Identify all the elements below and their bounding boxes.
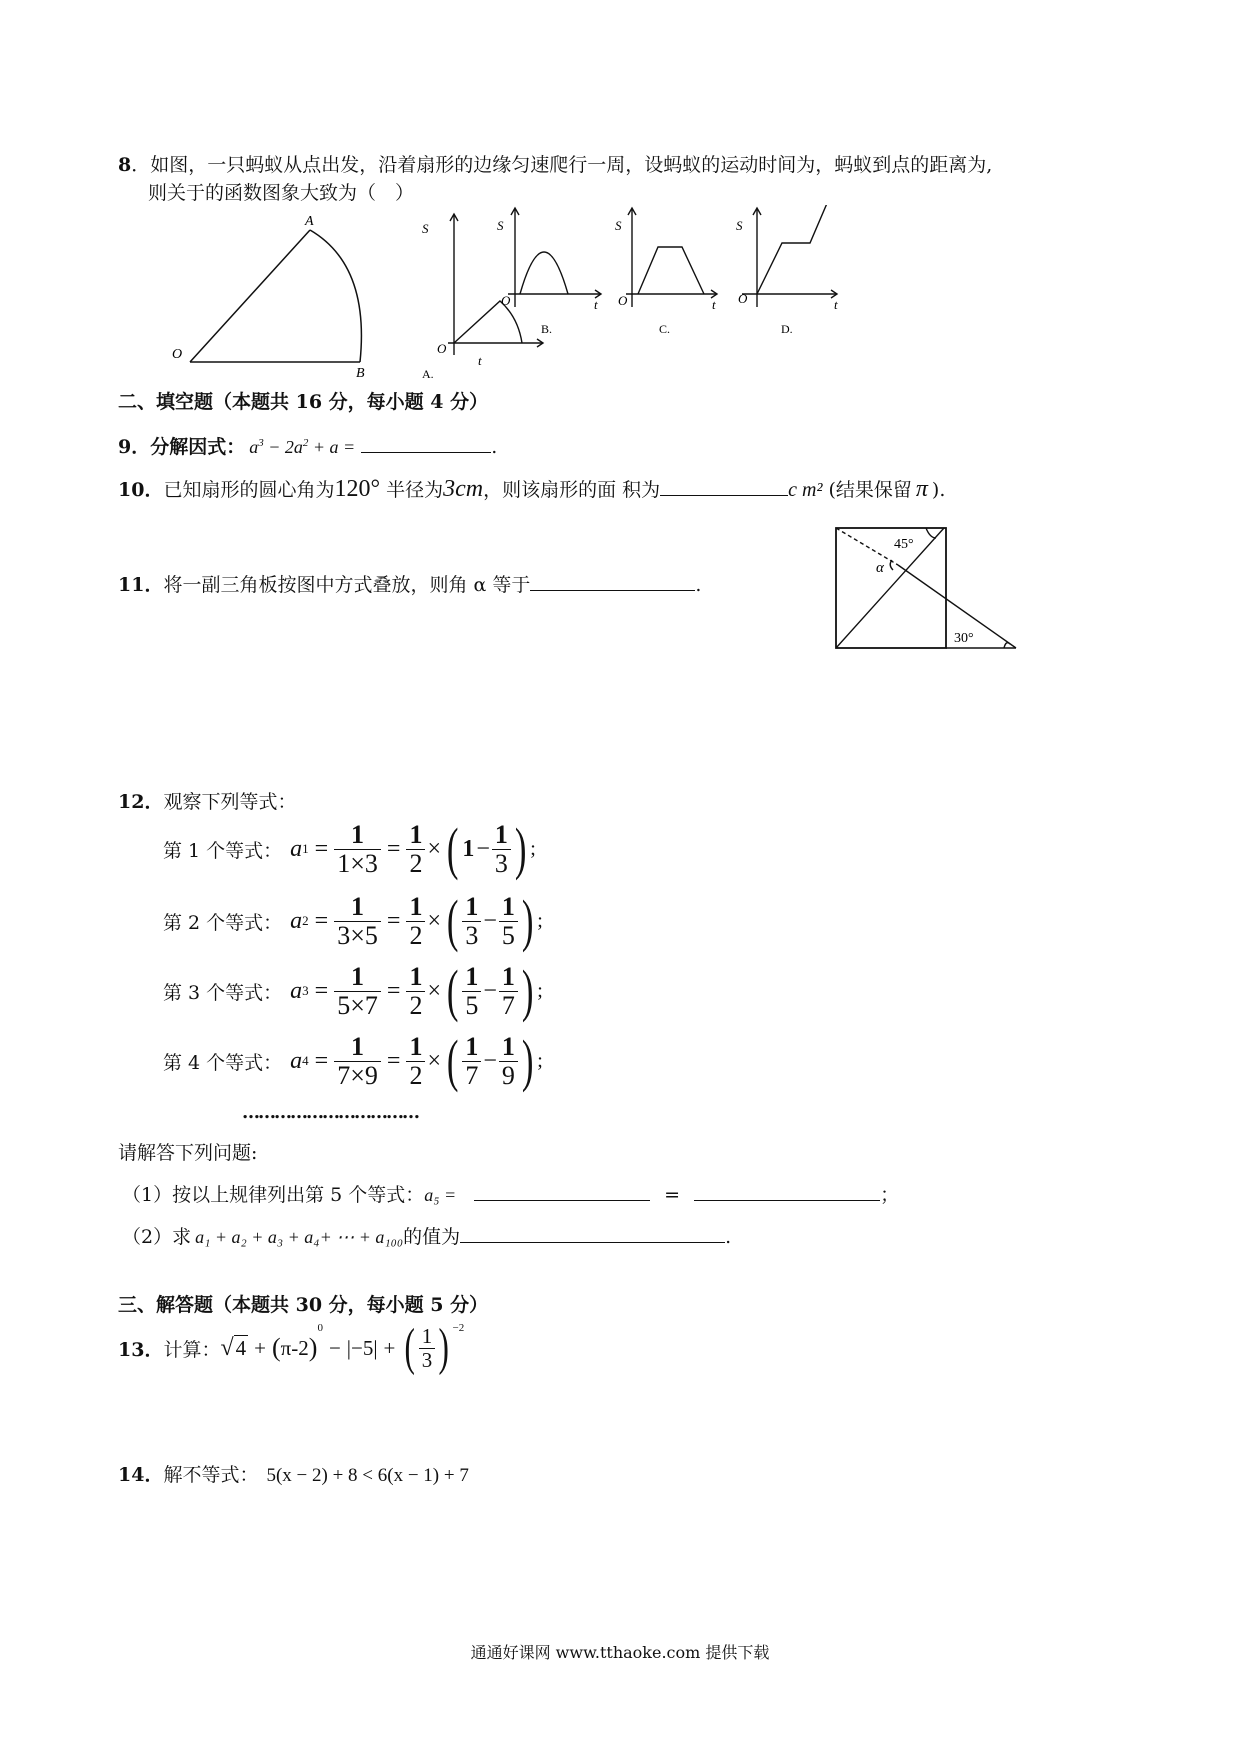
q12-eq3-sep: − [483, 977, 497, 1004]
q9 [118, 432, 497, 459]
q12-eq1-frac-left: $\frac{1}{1\times 3}$ [334, 821, 381, 877]
q10-text-c: ，则该扇形的面 积为 [483, 479, 661, 501]
q9-answer-blank[interactable] [361, 432, 491, 453]
q12-part2-blank[interactable] [460, 1222, 725, 1243]
q10-number: 10． [118, 479, 164, 501]
q12-equation-2: 第 2 个等式： a 2 = $\frac{1}{3\times 5}$ = $\frac{1}{2}$ × ( $\frac{1}{3}$ − $\frac{1}{5}$ ) ; [163, 888, 543, 953]
graph-a [448, 214, 543, 355]
q10-pi: π [915, 476, 928, 502]
q14-label: 解不等式： [163, 1464, 259, 1486]
q10-text-e: ). [931, 479, 946, 501]
graph-b-ylabel: S [497, 218, 504, 233]
graph-d-xlabel: t [834, 297, 838, 312]
q8-text-line2: 则关于的函数图象大致为（ ） [148, 182, 415, 204]
graph-d-option: D. [781, 322, 793, 336]
q9-expression: $a^3 - 2a^2 + a$ = [249, 437, 356, 457]
graph-b-option: B. [541, 322, 553, 336]
q11-text: 将一副三角板按图中方式叠放，则角 α 等于 [163, 574, 531, 596]
q12-eq1-label: 第 1 个等式： [163, 839, 283, 862]
graph-d-origin: O [738, 291, 748, 306]
q12-eq2-frac-half: $\frac{1}{2}$ [406, 893, 425, 949]
q10-radius: 3cm [443, 476, 484, 502]
q12-part2-text: （2）求 [122, 1226, 192, 1248]
q11-label-45: 45° [894, 537, 914, 552]
q8-figures [160, 205, 980, 390]
q12-eq3-frac-a: $\frac{1}{5}$ [462, 963, 481, 1019]
q12-eq4-frac-a: $\frac{1}{7}$ [462, 1033, 481, 1089]
q12-eq1-sep: − [476, 835, 490, 862]
q12-eq4-label: 第 4 个等式： [163, 1051, 283, 1074]
q12-intro: 观察下列等式： [163, 791, 297, 813]
q12-equation-3: 第 3 个等式： a 3 = $\frac{1}{5\times 7}$ = $\frac{1}{2}$ × ( $\frac{1}{5}$ − $\frac{1}{7}$ ) ; [163, 958, 543, 1023]
q10-angle: 120° [334, 476, 381, 502]
graph-d-ylabel: S [736, 218, 743, 233]
graph-a-option: A. [422, 367, 434, 381]
q10 [118, 475, 945, 503]
q10-text-a: 已知扇形的圆心角为 [163, 479, 335, 501]
q12-eq2-frac-b: $\frac{1}{5}$ [499, 893, 518, 949]
q12-eq2-frac-a: $\frac{1}{3}$ [462, 893, 481, 949]
page-footer: 通通好课网 www.tthaoke.com 提供下载 [470, 1643, 770, 1662]
q12-eq1-lead: 1 [462, 835, 475, 862]
q8-number: 8 [118, 154, 132, 176]
q11-number: 11． [118, 574, 164, 596]
q12-eq2-sep: − [483, 907, 497, 934]
q12-eq2-sub: 2 [302, 913, 309, 928]
q12-part1-blank-1[interactable] [474, 1180, 650, 1201]
graph-a-ylabel: S [422, 221, 429, 236]
q11-label-alpha: α [876, 560, 884, 576]
q14 [118, 1460, 469, 1487]
q12-eq3-a: a [290, 977, 303, 1004]
q8-text-line1: 如图，一只蚂蚁从点出发，沿着扇形的边缘匀速爬行一周，设蚂蚁的运动时间为，蚂蚁到点的距离为, [150, 154, 993, 176]
q12-number: 12． [118, 791, 164, 813]
q12-eq3-label: 第 3 个等式： [163, 981, 283, 1004]
q9-label: 分解因式： [150, 436, 246, 458]
q11-label-30: 30° [954, 631, 974, 646]
q12-eq1-frac-b: $\frac{1}{3}$ [492, 821, 511, 877]
q12-part2-end: . [725, 1226, 732, 1248]
q12-eq4-sep: − [483, 1047, 497, 1074]
q12-eq1-a: a [290, 835, 303, 862]
q12-eq4-frac-b: $\frac{1}{9}$ [499, 1033, 518, 1089]
q10-text-d: (结果保留 [828, 479, 912, 501]
graph-c-ylabel: S [615, 218, 622, 233]
q12-part2 [122, 1222, 731, 1249]
section2-title: 二、填空题（本题共 16 分，每小题 4 分） [118, 391, 489, 413]
q12-part1 [122, 1180, 899, 1207]
q11-answer-blank[interactable] [530, 570, 695, 591]
q12-eq2-label: 第 2 个等式： [163, 911, 283, 934]
graph-b-origin: O [501, 293, 511, 308]
q12-eq1-frac-half: $\frac{1}{2}$ [406, 821, 425, 877]
q8-line1: 8．如图，一只蚂蚁从点出发，沿着扇形的边缘匀速爬行一周，设蚂蚁的运动时间为，蚂蚁到点的距离为, [118, 154, 993, 176]
q10-answer-blank[interactable] [660, 475, 788, 496]
q13-expression: √ 4 + ( π-2 ) $^0$ − |−5| + ( $\frac{1}{3}$ ) $^{-2}$ [220, 1319, 465, 1376]
q9-end: . [491, 436, 498, 458]
q12-eq3-frac-half: $\frac{1}{2}$ [406, 963, 425, 1019]
q13-label: 计算： [163, 1338, 221, 1361]
q9-number: 9． [118, 436, 151, 458]
graph-a-origin: O [437, 341, 447, 356]
q12-eq2-frac-left: $\frac{1}{3\times 5}$ [334, 893, 381, 949]
q14-expression: 5(x − 2) + 8 < 6(x − 1) + 7 [266, 1465, 469, 1486]
q12-part1-a5: a₅ = [424, 1185, 457, 1205]
q12-part1-blank-2[interactable] [694, 1180, 880, 1201]
q13-number: 13． [118, 1338, 164, 1361]
q12-part2-expr: a₁ + a₂ + a₃ + a₄+ ⋯ + a₁₀₀ [195, 1227, 404, 1247]
section3-title: 三、解答题（本题共 30 分，每小题 5 分） [118, 1294, 489, 1316]
graph-c-xlabel: t [712, 297, 716, 312]
q12-part1-eq: = [664, 1184, 681, 1206]
sector-label-b: B [356, 366, 365, 381]
sector-label-o: O [172, 347, 183, 362]
q11-figure [826, 520, 1026, 655]
graph-c-option: C. [659, 322, 671, 336]
q12-equation-1: 第 1 个等式： a 1 = $\frac{1}{1\times 3}$ = $\frac{1}{2}$ × ( 1 − $\frac{1}{3}$ ) ; [163, 816, 536, 881]
sector-figure [190, 230, 361, 362]
q12-eq4-sub: 4 [302, 1053, 309, 1068]
graph-a-xlabel: t [478, 353, 482, 368]
graph-c-origin: O [618, 293, 628, 308]
q12-eq4-frac-half: $\frac{1}{2}$ [406, 1033, 425, 1089]
q12-equation-4: 第 4 个等式： a 4 = $\frac{1}{7\times 9}$ = $\frac{1}{2}$ × ( $\frac{1}{7}$ − $\frac{1}{9}$ ) ; [163, 1028, 543, 1093]
q11 [118, 570, 701, 597]
q12-eq1-sub: 1 [302, 841, 309, 856]
q12-eq2-a: a [290, 907, 303, 934]
q10-text-b: 半径为 [386, 479, 444, 501]
q12-eq3-sub: 3 [302, 983, 309, 998]
sector-label-a: A [305, 214, 314, 229]
graph-d [742, 205, 837, 307]
q12-part1-text: （1）按以上规律列出第 5 个等式： [122, 1184, 425, 1206]
q12-ask: 请解答下列问题: [118, 1142, 258, 1164]
q13 [118, 1319, 465, 1376]
graph-c [626, 208, 717, 307]
q11-end: . [695, 574, 702, 596]
q10-unit: c m² [788, 479, 823, 501]
q12-part2-text-b: 的值为 [403, 1226, 461, 1248]
q12-eq3-frac-b: $\frac{1}{7}$ [499, 963, 518, 1019]
q12-eq3-frac-left: $\frac{1}{5\times 7}$ [334, 963, 381, 1019]
graph-b-xlabel: t [594, 297, 598, 312]
graph-b [508, 208, 601, 307]
q12-part1-end: ； [880, 1184, 900, 1206]
q14-number: 14． [118, 1464, 164, 1486]
q12-intro-row [118, 787, 296, 814]
q12-eq4-frac-left: $\frac{1}{7\times 9}$ [334, 1033, 381, 1089]
q12-eq4-a: a [290, 1047, 303, 1074]
q12-dots: …………………………… [242, 1102, 418, 1123]
